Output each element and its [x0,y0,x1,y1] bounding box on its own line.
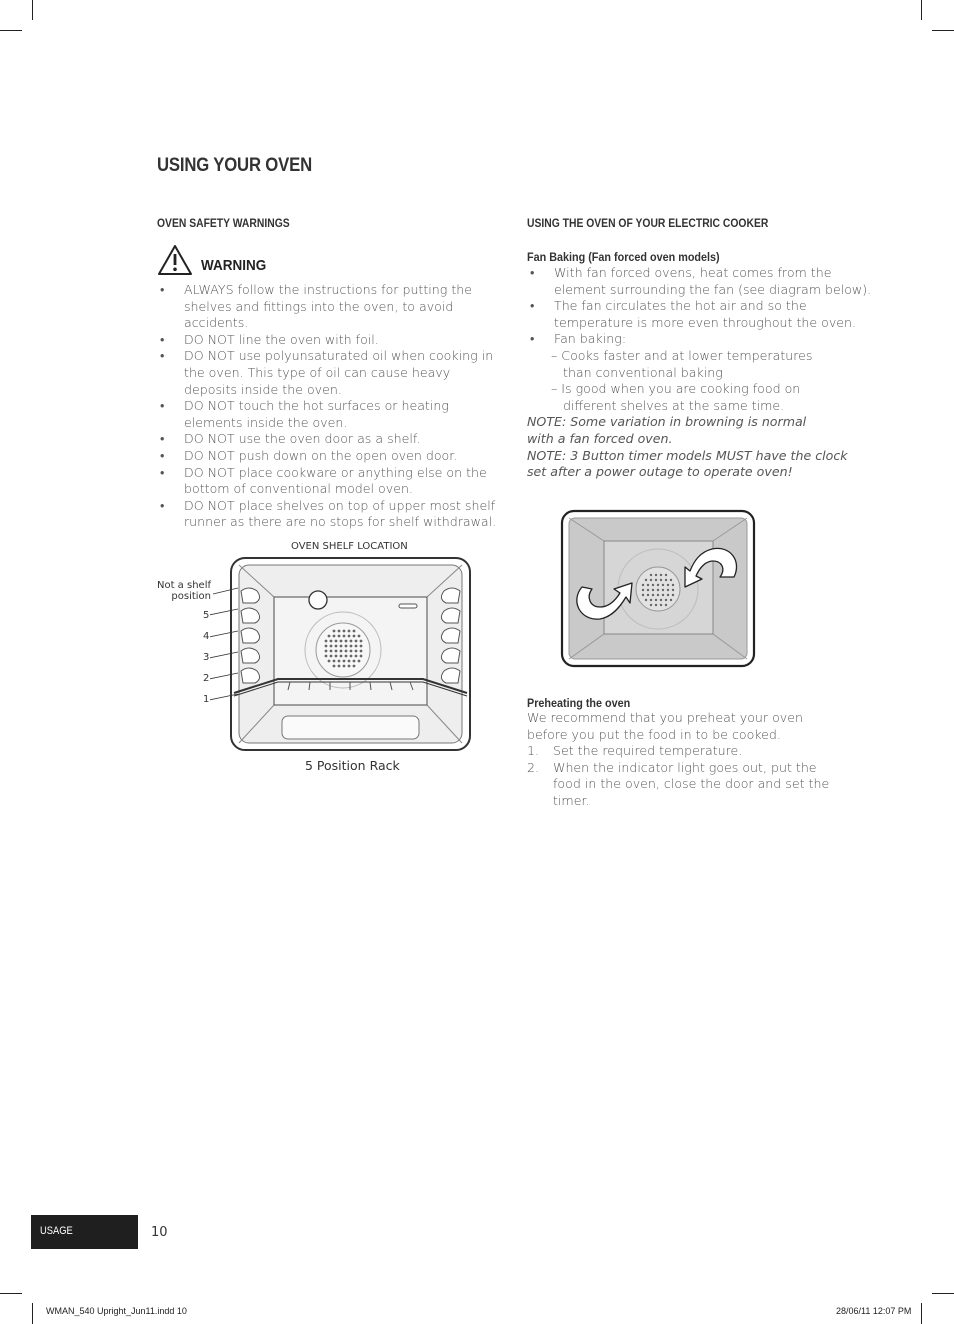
list-item: 2. When the indicator light goes out, put the food in the oven, close the door and set the timer. [527,759,830,808]
fan-sub-list [527,348,872,414]
slug-filename: WMAN_540 Upright_Jun11.indd 10 [46,1306,187,1316]
shelf-diagram-caption: 5 Position Rack [305,758,400,773]
fan-oven-diagram [560,509,758,669]
list-item: • DO NOT place cookware or anything else on the bottom of conventional model oven. [157,465,507,498]
fan-baking-section [527,265,872,481]
shelf-number-5: 5 [203,610,210,621]
list-item: 1. Set the required temperature. [527,743,743,759]
crop-mark [932,30,954,31]
crop-mark [32,0,33,20]
note-timer: NOTE: 3 Button timer models MUST have the clock set after a power outage to operate oven! [527,447,848,480]
section-tab [31,1215,138,1249]
page-number: 10 [151,1225,168,1240]
not-shelf-label: Not a shelf position [156,580,211,602]
section-tab-label: USAGE [40,1225,73,1237]
sub-item: – Cooks faster and at lower temperatures than conventional baking [551,347,813,380]
list-item: • With fan forced ovens, heat comes from the element surrounding the fan (see diagram below). [527,265,872,298]
crop-mark [921,0,922,20]
preheat-intro: We recommend that you preheat your oven before you put the food in to be cooked. [527,710,803,742]
list-item: • DO NOT use the oven door as a shelf. [157,431,507,448]
crop-mark [32,1303,33,1324]
shelf-diagram-title: OVEN SHELF LOCATION [291,541,408,552]
page-title: USING YOUR OVEN [157,155,313,176]
crop-mark [932,1293,954,1294]
fan-baking-heading: Fan Baking (Fan forced oven models) [527,250,720,264]
slug-timestamp: 28/06/11 12:07 PM [836,1306,912,1316]
list-item: • ALWAYS follow the instructions for putting the shelves and fittings into the oven, to avoid accidents. [157,282,507,332]
warning-title: WARNING [201,257,267,274]
crop-mark [0,30,22,31]
warning-triangle-icon [157,244,193,276]
crop-mark [0,1293,22,1294]
shelf-number-4: 4 [203,631,210,642]
preheat-section [527,710,837,810]
list-item: • DO NOT push down on the open oven door. [157,448,507,465]
safety-list-container [157,282,507,531]
list-item: • DO NOT line the oven with foil. [157,332,507,349]
preheat-steps [527,743,837,809]
list-item: • Fan baking: [527,331,872,348]
safety-heading: OVEN SAFETY WARNINGS [157,218,290,230]
note-browning: NOTE: Some variation in browning is normal with a fan forced oven. [527,414,807,446]
electric-cooker-heading: USING THE OVEN OF YOUR ELECTRIC COOKER [527,218,769,230]
shelf-number-1: 1 [203,694,210,705]
list-item: • DO NOT place shelves on top of upper most shelf runner as there are no stops for shelf withdrawal. [157,498,507,531]
list-item: • DO NOT use polyunsaturated oil when cooking in the oven. This type of oil can cause heavy deposits inside the oven. [157,348,507,398]
preheat-heading: Preheating the oven [527,696,631,710]
safety-bullets [157,282,507,531]
shelf-number-2: 2 [203,673,210,684]
list-item: • DO NOT touch the hot surfaces or heating elements inside the oven. [157,398,507,431]
oven-shelf-diagram [210,555,475,755]
crop-mark [921,1303,922,1324]
fan-bullets [527,265,872,348]
sub-item: – Is good when you are cooking food on different shelves at the same time. [551,381,801,413]
warning-header [157,244,274,276]
shelf-number-3: 3 [203,652,210,663]
list-item: • The fan circulates the hot air and so the temperature is more even throughout the oven. [527,298,872,331]
